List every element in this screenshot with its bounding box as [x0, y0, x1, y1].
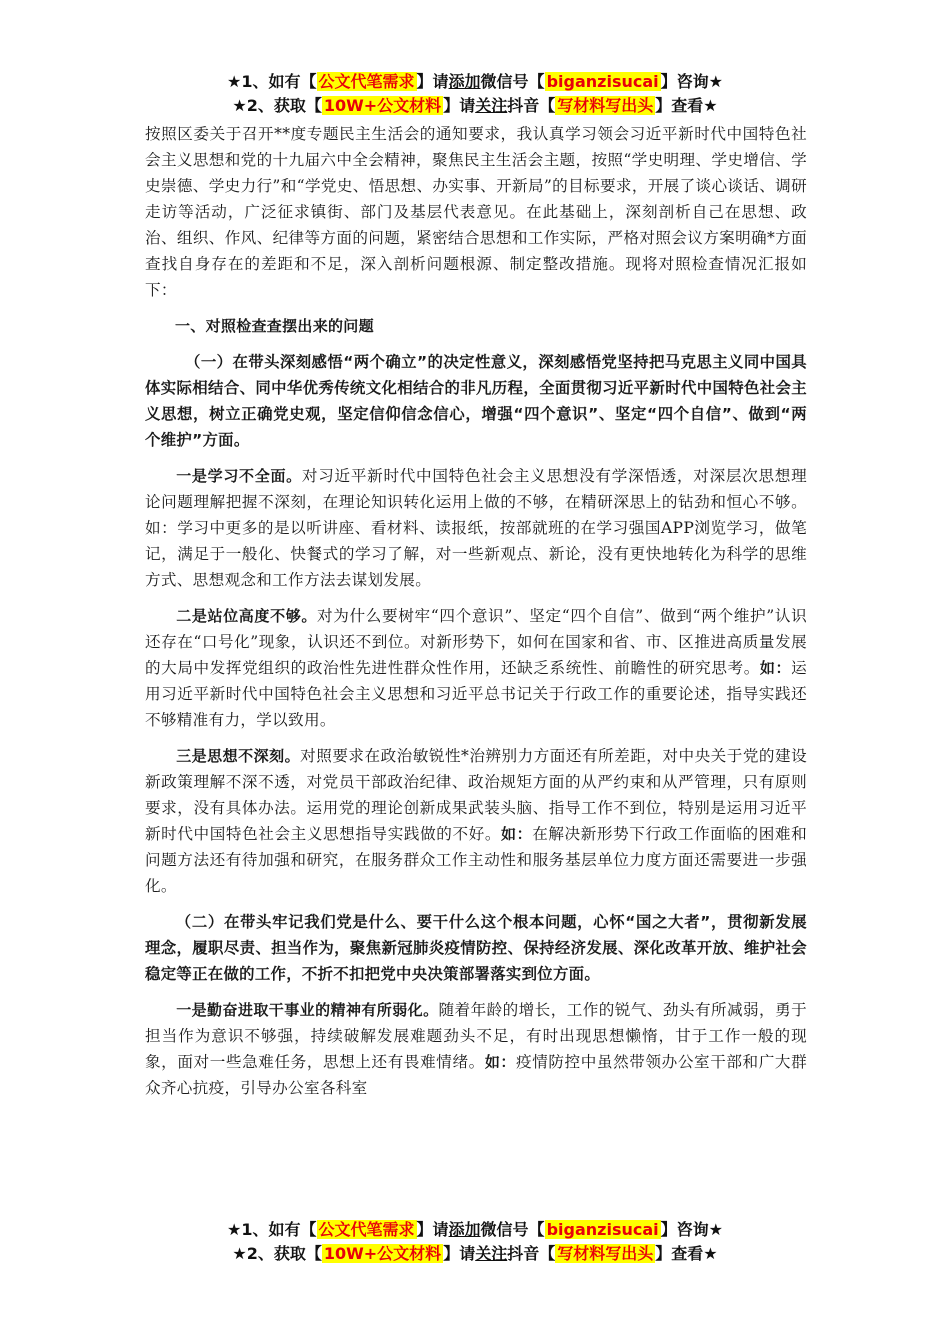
paragraph-lead: 一是学习不全面。	[176, 467, 302, 485]
paragraph-thinking: 三是思想不深刻。对照要求在政治敏锐性*治辨别力方面还有所差距，对中央关于党的建设新政策理解不深不透，对党员干部政治纪律、政治规矩方面的从严约束和从严管理，只有原则要求，没有具体办法。运用党的理论创新成果武装头脑、指导工作不到位，特别是运用习近平新时代中国特色社会主义思想指导实践做的不好。如：在解决新形势下行政工作面临的困难和问题方法还有待加强和研究，在服务群众工作主动性和服务基层单位力度方面还需要进一步强化。	[145, 747, 807, 895]
paragraph-lead: 三是思想不深刻。	[176, 747, 301, 765]
highlight-wechat-id: biganzisucai	[546, 1220, 659, 1239]
highlight-materials: 10W+公文材料	[323, 1244, 442, 1263]
highlight-douyin-account: 写材料写出头	[557, 96, 654, 115]
highlight-materials: 10W+公文材料	[323, 96, 442, 115]
promo-line-1: ★1、如有【 公文代笔需求 】请添加微信号【 biganzisucai 】咨询★	[227, 1220, 723, 1239]
highlight-wechat-id: biganzisucai	[546, 72, 659, 91]
heading-problems: 一、对照检查查摆出来的问题	[175, 317, 374, 335]
highlight-service: 公文代笔需求	[318, 72, 415, 91]
intro-paragraph: 按照区委关于召开**度专题民主生活会的通知要求，我认真学习领会习近平新时代中国特色社会主义思想和党的十九届六中全会精神，聚焦民主生活会主题，按照“学史明理、学史增信、学史崇德、学史力行”和“学党史、悟思想、办实事、开新局”的目标要求，开展了谈心谈话、调研走访等活动，广泛征求镇街、部门及基层代表意见。在此基础上，深刻剖析自己在思想、政治、组织、作风、纪律等方面的问题，紧密结合思想和工作实际，严格对照会议方案明确*方面查找自身存在的差距和不足，深入剖析问题根源、制定整改措施。现将对照检查情况汇报如下：	[145, 125, 807, 299]
promo-banner-bottom	[0, 1218, 950, 1266]
promo-banner-top	[0, 70, 950, 118]
section-one-heading: （一）在带头深刻感悟“两个确立”的决定性意义，深刻感悟党坚持把马克思主义同中国具体实际相结合、同中华优秀传统文化相结合的非凡历程，全面贯彻习近平新时代中国特色社会主义思想，树立正确党史观，坚定信仰信念信心，增强“四个意识”、坚定“四个自信”、做到“两个维护”方面。	[145, 353, 807, 449]
highlight-douyin-account: 写材料写出头	[557, 1244, 654, 1263]
paragraph-spirit: 一是勤奋进取干事业的精神有所弱化。随着年龄的增长，工作的锐气、劲头有所减弱，勇于担当作为意识不够强，持续破解发展难题劲头不足，有时出现思想懒惰，甘于工作一般的现象，面对一些急难任务，思想上还有畏难情绪。如：疫情防控中虽然带领办公室干部和广大群众齐心抗疫，引导办公室各科室	[145, 1001, 807, 1097]
paragraph-standpoint: 二是站位高度不够。对为什么要树牢“四个意识”、坚定“四个自信”、做到“两个维护”认识还存在“口号化”现象，认识还不到位。对新形势下，如何在国家和省、市、区推进高质量发展的大局中发挥党组织的政治性先进性群众性作用，还缺乏系统性、前瞻性的研究思考。如：运用习近平新时代中国特色社会主义思想和习近平总书记关于行政工作的重要论述，指导实践还不够精准有力，学以致用。	[145, 607, 808, 729]
paragraph-study: 一是学习不全面。对习近平新时代中国特色社会主义思想没有学深悟透，对深层次思想理论问题理解把握不深刻，在理论知识转化运用上做的不够，在精研深思上的钻劲和恒心不够。如：学习中更多的是以听讲座、看材料、读报纸，按部就班的在学习强国APP浏览学习，做笔记，满足于一般化、快餐式的学习了解，对一些新观点、新论，没有更快地转化为科学的思维方式、思想观念和工作方法去谋划发展。	[145, 467, 807, 589]
promo-line-1: ★1、如有【 公文代笔需求 】请添加微信号【 biganzisucai 】咨询★	[227, 72, 723, 91]
highlight-service: 公文代笔需求	[318, 1220, 415, 1239]
promo-line-2: ★2、获取【 10W+公文材料 】请关注抖音【 写材料写出头 】查看★	[232, 96, 718, 115]
promo-line-2: ★2、获取【 10W+公文材料 】请关注抖音【 写材料写出头 】查看★	[232, 1244, 718, 1263]
document-body	[145, 121, 807, 1101]
paragraph-lead: 二是站位高度不够。	[176, 607, 318, 625]
paragraph-lead: 一是勤奋进取干事业的精神有所弱化。	[176, 1001, 439, 1019]
section-two-heading: （二）在带头牢记我们党是什么、要干什么这个根本问题，心怀“国之大者”，贯彻新发展理念，履职尽责、担当作为，聚焦新冠肺炎疫情防控、保持经济发展、深化改革开放、维护社会稳定等正在做的工作，不折不扣把党中央决策部署落实到位方面。	[145, 913, 807, 983]
